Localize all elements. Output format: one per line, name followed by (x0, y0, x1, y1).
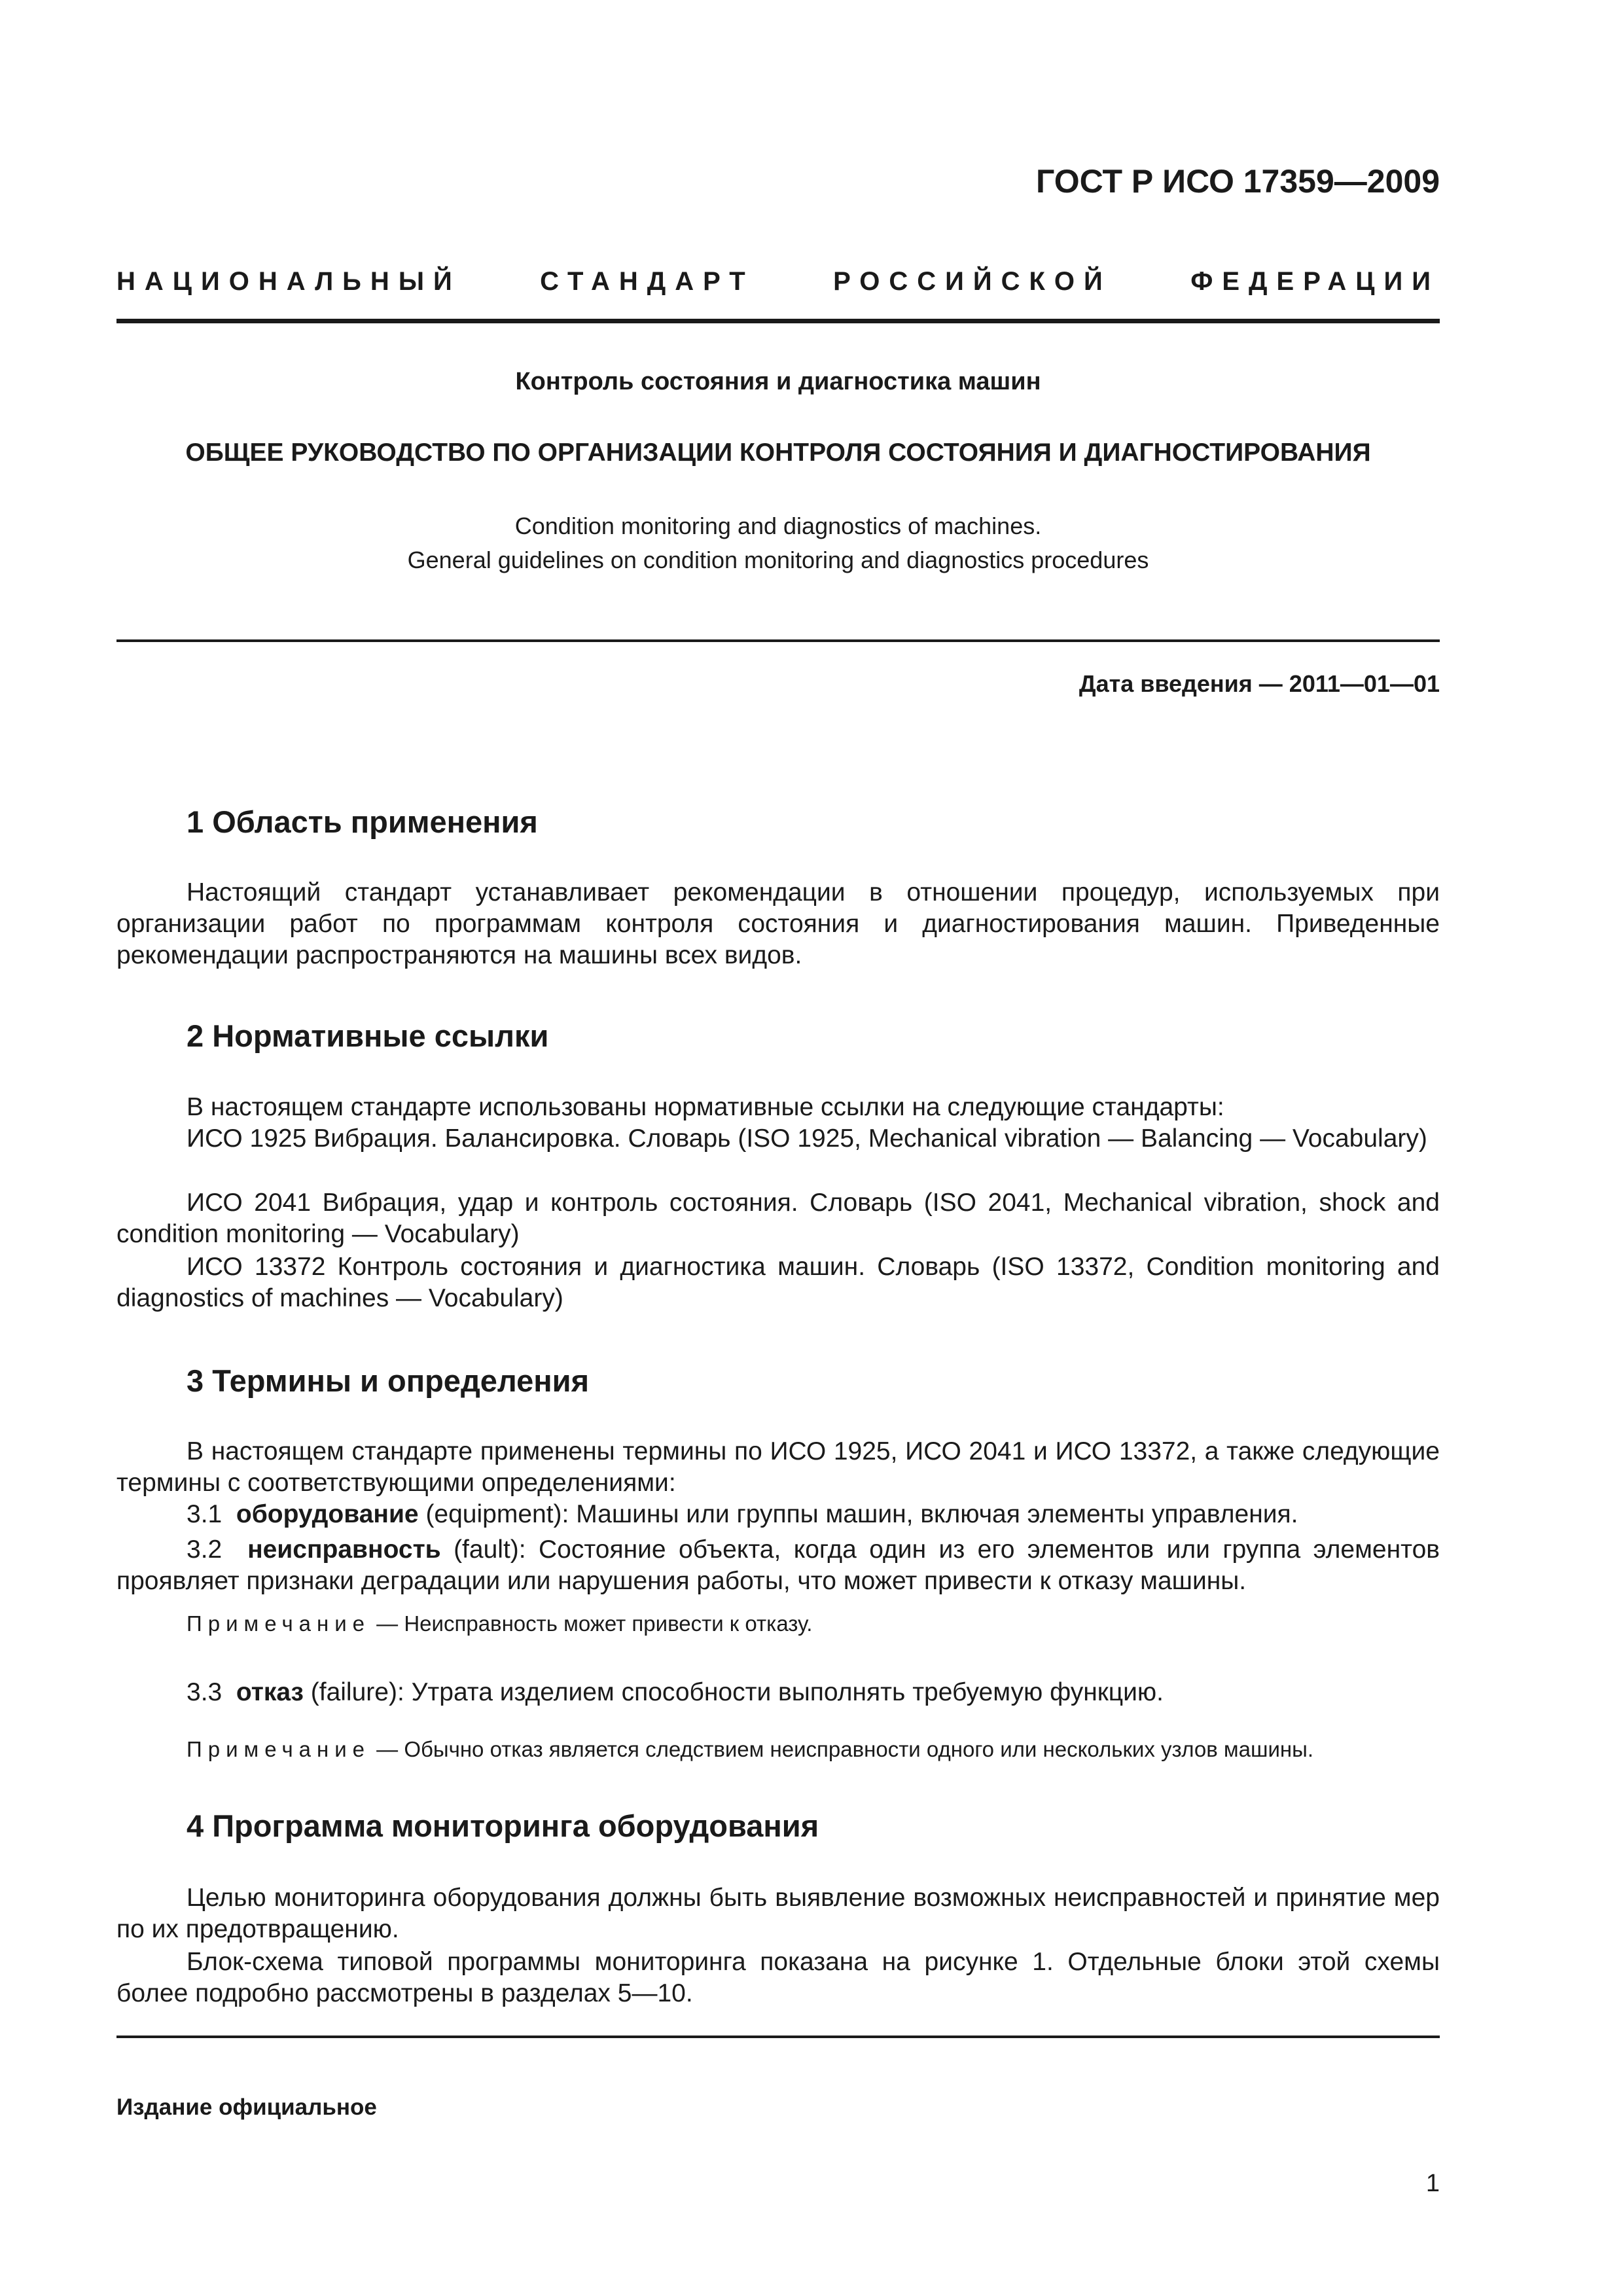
section-4-paragraph: Блок-схема типовой программы мониторинга показана на рисунке 1. Отдельные блоки этой схемы более подробно рассмотрены в разделах 5—10. (116, 1948, 1440, 2007)
note: Примечание — Обычно отказ является следствием неисправности одного или нескольких узлов машины. (187, 1737, 1313, 1761)
page-number: 1 (1425, 2170, 1440, 2197)
english-title-line: General guidelines on condition monitoring and diagnostics procedures (407, 547, 1149, 573)
national-standard-header (116, 267, 1440, 296)
note: Примечание — Неисправность может привести к отказу. (187, 1611, 813, 1636)
header-word: ФЕДЕРАЦИИ (1190, 267, 1440, 296)
term-definition: 3.2 неисправность (fault): Состояние объекта, когда один из его элементов или группа элементов проявляет признаки деградации или нарушения работы, что может привести к отказу машины. (116, 1535, 1440, 1595)
section-1-text: Настоящий стандарт устанавливает рекомендации в отношении процедур, используемых при организации работ по программам контроля состояния и диагностирования машин. Приведенные рекомендации распространяются на машины всех видов. (116, 878, 1440, 969)
header-rule (116, 319, 1440, 323)
title-rule (116, 639, 1440, 642)
introduction-date: Дата введения — 2011—01—01 (1079, 670, 1440, 697)
section-2-intro: В настоящем стандарте использованы нормативные ссылки на следующие стандарты: (187, 1093, 1224, 1121)
section-3-heading: 3 Термины и определения (187, 1363, 589, 1398)
english-title (116, 509, 1440, 577)
header-word: СТАНДАРТ (540, 267, 755, 296)
normative-reference: ИСО 2041 Вибрация, удар и контроль состояния. Словарь (ISO 2041, Mechanical vibration, shock and condition monitoring — Vocabulary) (116, 1189, 1440, 1248)
english-title-line: Condition monitoring and diagnostics of machines. (514, 512, 1042, 539)
term: отказ (236, 1678, 304, 1706)
document-number: ГОСТ Р ИСО 17359—2009 (1036, 163, 1440, 200)
normative-reference: ИСО 13372 Контроль состояния и диагностика машин. Словарь (ISO 13372, Condition monitoring and diagnostics of machines — Vocabulary) (116, 1253, 1440, 1312)
official-edition-label: Издание официальное (116, 2094, 377, 2120)
section-1-heading: 1 Область применения (187, 804, 538, 839)
header-word: РОССИЙСКОЙ (833, 267, 1112, 296)
header-word: НАЦИОНАЛЬНЫЙ (116, 267, 461, 296)
section-1-paragraph (116, 877, 1440, 971)
section-3-intro: В настоящем стандарте применены термины по ИСО 1925, ИСО 2041 и ИСО 13372, а также следующие термины с соответствующими определениями: (116, 1437, 1440, 1497)
normative-reference: ИСО 1925 Вибрация. Балансировка. Словарь (ISO 1925, Mechanical vibration — Balancing — Vocabulary) (187, 1124, 1427, 1153)
term-definition: 3.1 оборудование (equipment): Машины или группы машин, включая элементы управления. (187, 1500, 1298, 1528)
main-title: ОБЩЕЕ РУКОВОДСТВО ПО ОРГАНИЗАЦИИ КОНТРОЛЯ СОСТОЯНИЯ И ДИАГНОСТИРОВАНИЯ (185, 439, 1371, 467)
note-label: Примечание (187, 1611, 371, 1636)
term: оборудование (236, 1500, 419, 1528)
note-label: Примечание (187, 1737, 371, 1761)
term-definition: 3.3 отказ (failure): Утрата изделием способности выполнять требуемую функцию. (187, 1678, 1164, 1706)
term: неисправность (247, 1535, 441, 1564)
footer-rule (116, 2036, 1440, 2038)
subject-title: Контроль состояния и диагностика машин (515, 368, 1041, 395)
section-4-paragraph: Целью мониторинга оборудования должны быть выявление возможных неисправностей и принятие мер по их предотвращению. (116, 1884, 1440, 1943)
section-4-heading: 4 Программа мониторинга оборудования (187, 1808, 819, 1843)
section-2-heading: 2 Нормативные ссылки (187, 1018, 549, 1053)
